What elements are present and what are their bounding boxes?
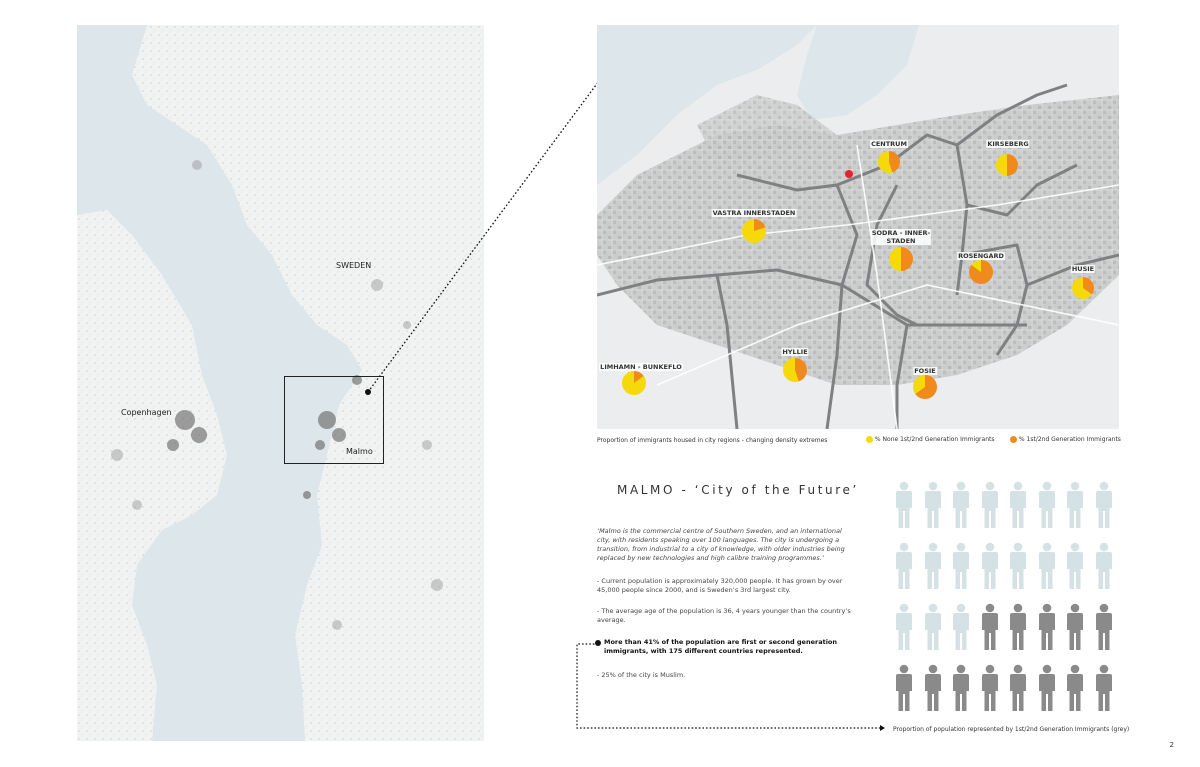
- person-icon: [1007, 481, 1029, 533]
- person-icon: [922, 542, 944, 594]
- copenhagen-label: Copenhagen: [121, 408, 172, 417]
- district-pie: [889, 247, 913, 271]
- district-label: CENTRUM: [871, 140, 907, 148]
- person-icon: [1064, 542, 1086, 594]
- person-icon-immigrant: [979, 603, 1001, 655]
- person-icon: [1036, 481, 1058, 533]
- central-marker: [845, 170, 853, 178]
- immigrant-paragraph: More than 41% of the population are first or second generation immigrants, with 175 different countries represented.: [604, 638, 838, 655]
- person-icon-immigrant: [1093, 603, 1115, 655]
- person-icon: [1007, 542, 1029, 594]
- person-icon-immigrant: [979, 664, 1001, 716]
- district-pie: [742, 219, 766, 243]
- person-icon: [950, 542, 972, 594]
- district-pie: [969, 260, 993, 284]
- person-icon: [922, 481, 944, 533]
- person-icon: [1093, 481, 1115, 533]
- malmo-label: Malmo: [346, 447, 373, 456]
- person-icon-immigrant: [922, 664, 944, 716]
- legend-swatch-native: [866, 436, 873, 443]
- age-paragraph: - The average age of the population is 36, 4 years younger than the country’s average.: [597, 607, 851, 624]
- legend-label-native: % None 1st/2nd Generation Immigrants: [874, 436, 995, 443]
- district-pie: [622, 371, 646, 395]
- person-icon: [893, 542, 915, 594]
- person-icon: [893, 481, 915, 533]
- legend-item-native: [866, 436, 994, 443]
- district-pie: [996, 154, 1018, 176]
- page-title: MALMO - ‘City of the Future’: [617, 483, 859, 497]
- person-icon-immigrant: [1007, 603, 1029, 655]
- person-icon-immigrant: [1036, 664, 1058, 716]
- population-paragraph: - Current population is approximately 320,000 people. It has grown by over 45,000 people since 2000, and is Sweden’s 3rd largest city.: [597, 577, 843, 594]
- legend-item-immigrant: [1010, 436, 1121, 443]
- person-icon-immigrant: [1093, 664, 1115, 716]
- district-label: ROSENGARD: [958, 252, 1004, 260]
- person-icon: [1036, 542, 1058, 594]
- district-label: LIMHAMN - BUNKEFLO: [600, 363, 682, 371]
- district-pie: [878, 151, 900, 173]
- person-icon: [979, 481, 1001, 533]
- person-icon-immigrant: [950, 664, 972, 716]
- person-icon: [893, 603, 915, 655]
- intro-quote: ‘Malmo is the commercial centre of Southern Sweden, and an international city, with residents speaking over 100 languages. The city is undergoing a transition, from industrial to a city of knowledge, with older industries being replaced by new technologies and high calibre training programmes.’: [597, 527, 845, 562]
- district-pie: [913, 375, 937, 399]
- district-label: HYLLIE: [782, 348, 808, 356]
- person-icon-immigrant: [1064, 603, 1086, 655]
- person-icon-immigrant: [1036, 603, 1058, 655]
- person-icon-immigrant: [1064, 664, 1086, 716]
- person-icon-immigrant: [1007, 664, 1029, 716]
- person-icon-immigrant: [893, 664, 915, 716]
- bullet-dot: [595, 640, 601, 646]
- district-label: FOSIE: [914, 367, 936, 375]
- district-label: KIRSEBERG: [987, 140, 1029, 148]
- legend-swatch-immigrant: [1010, 436, 1017, 443]
- religion-paragraph: - 25% of the city is Muslim.: [597, 671, 686, 679]
- district-label: HUSIE: [1071, 265, 1095, 273]
- page-number: 2: [1169, 741, 1174, 749]
- district-label: SODRA - INNER- STADEN: [871, 229, 931, 245]
- district-pie: [783, 358, 807, 382]
- person-icon: [1064, 481, 1086, 533]
- pictogram-caption: Proportion of population represented by 1st/2nd Generation Immigrants (grey): [893, 726, 1130, 733]
- person-icon: [1093, 542, 1115, 594]
- person-icon: [922, 603, 944, 655]
- city-map-caption: Proportion of immigrants housed in city regions - changing density extremes: [597, 437, 828, 444]
- legend-label-immigrant: % 1st/2nd Generation Immigrants: [1018, 436, 1121, 443]
- district-pie: [1072, 277, 1094, 299]
- sweden-label: SWEDEN: [336, 261, 372, 270]
- district-label: VASTRA INNERSTADEN: [712, 209, 796, 217]
- population-pictogram: [893, 481, 1121, 721]
- person-icon: [979, 542, 1001, 594]
- person-icon: [950, 603, 972, 655]
- city-map: [597, 25, 1119, 429]
- person-icon: [950, 481, 972, 533]
